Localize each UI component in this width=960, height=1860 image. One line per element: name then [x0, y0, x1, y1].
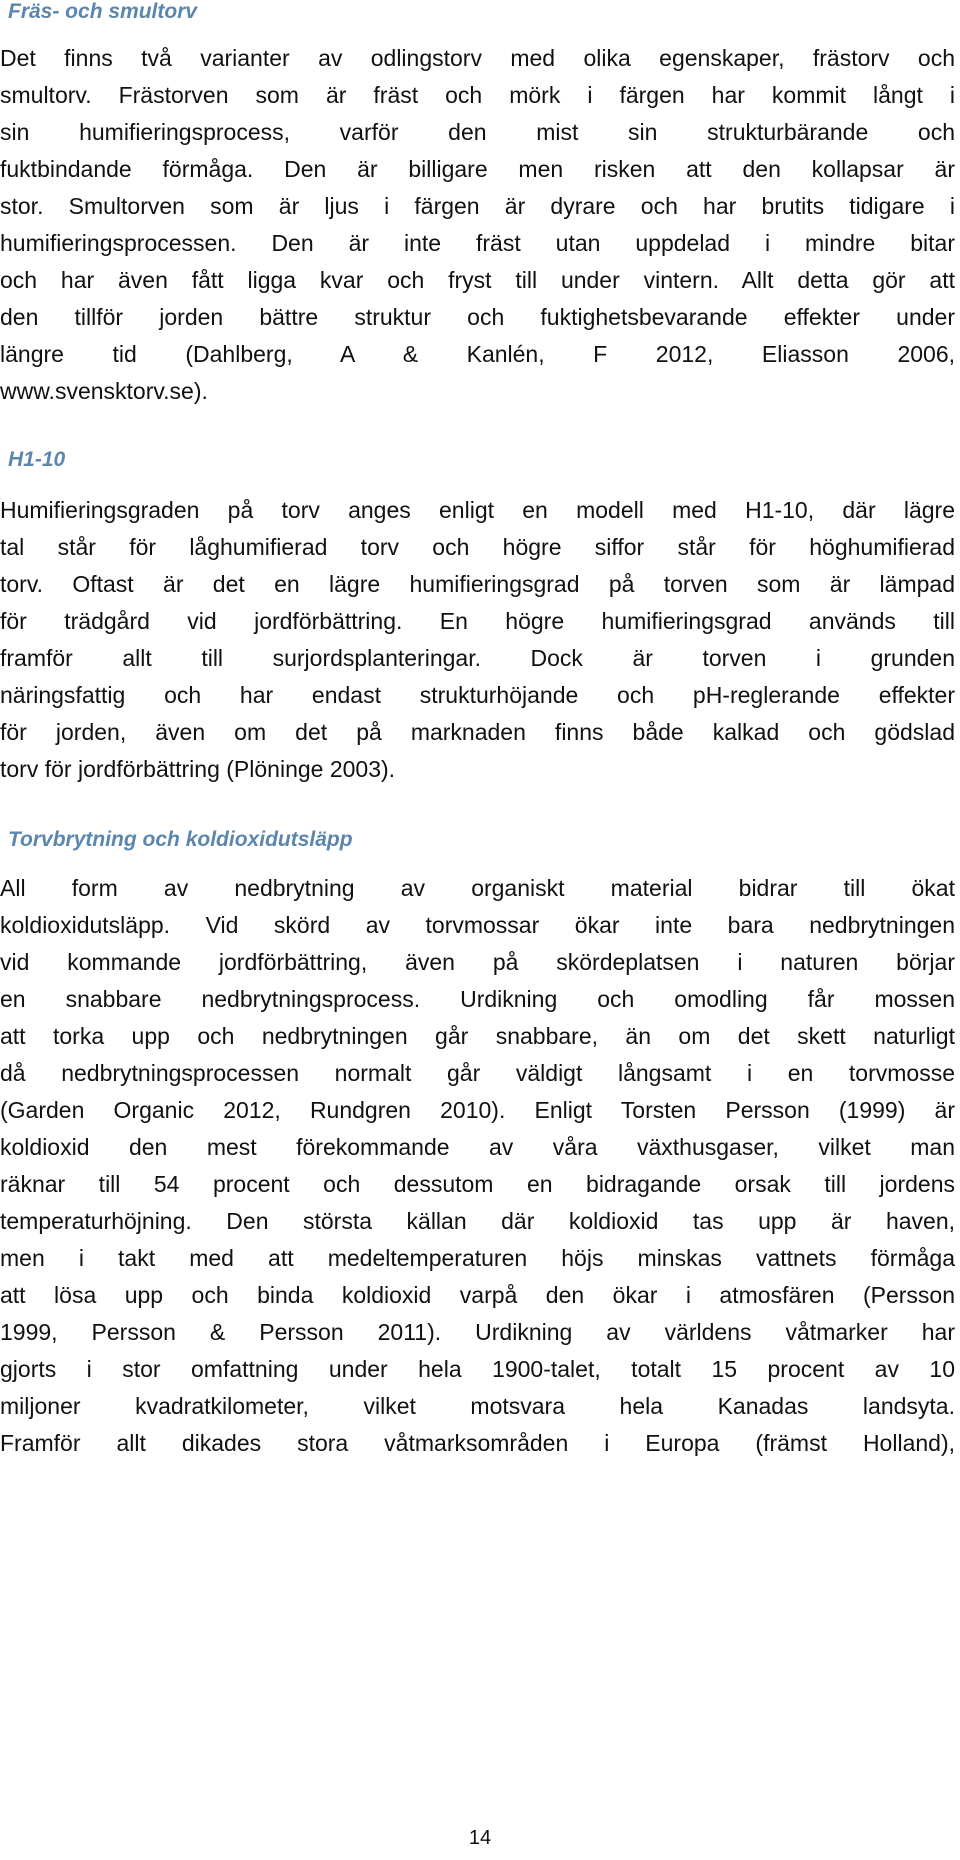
text-line: temperaturhöjning. Den största källan där koldioxid tas upp är haven,: [0, 1208, 955, 1234]
section-heading-h1-10: H1-10: [8, 448, 66, 471]
text-line: den tillför jorden bättre struktur och fuktighetsbevarande effekter under: [0, 304, 955, 330]
text-line: längre tid (Dahlberg, A & Kanlén, F 2012, Eliasson 2006,: [0, 341, 955, 367]
text-line: vid kommande jordförbättring, även på skördeplatsen i naturen börjar: [0, 949, 955, 975]
text-line: torv för jordförbättring (Plöninge 2003).: [0, 756, 396, 782]
text-line: framför allt till surjordsplanteringar. Dock är torven i grunden: [0, 645, 955, 671]
page-number: 14: [468, 1827, 492, 1849]
text-line: 1999, Persson & Persson 2011). Urdikning av världens våtmarker har: [0, 1319, 955, 1345]
text-line: en snabbare nedbrytningsprocess. Urdikning och omodling får mossen: [0, 986, 955, 1012]
paragraph-torvbrytning: [0, 870, 955, 1462]
text-line: då nedbrytningsprocessen normalt går väldigt långsamt i en torvmosse: [0, 1060, 955, 1086]
paragraph-frastorv-smultorv: [0, 40, 955, 410]
paragraph-h1-10: [0, 492, 955, 788]
text-line: Det finns två varianter av odlingstorv med olika egenskaper, frästorv och: [0, 45, 955, 71]
text-line: stor. Smultorven som är ljus i färgen är dyrare och har brutits tidigare i: [0, 193, 955, 219]
text-line: och har även fått ligga kvar och fryst till under vintern. Allt detta gör att: [0, 267, 955, 293]
text-line: att lösa upp och binda koldioxid varpå den ökar i atmosfären (Persson: [0, 1282, 955, 1308]
text-line: www.svensktorv.se).: [0, 378, 208, 404]
text-line: All form av nedbrytning av organiskt material bidrar till ökat: [0, 875, 955, 901]
text-line: Humifieringsgraden på torv anges enligt en modell med H1-10, där lägre: [0, 497, 955, 523]
text-line: för jorden, även om det på marknaden finns både kalkad och gödslad: [0, 719, 955, 745]
text-line: koldioxid den mest förekommande av våra växthusgaser, vilket man: [0, 1134, 955, 1160]
text-line: räknar till 54 procent och dessutom en bidragande orsak till jordens: [0, 1171, 955, 1197]
text-line: men i takt med att medeltemperaturen höjs minskas vattnets förmåga: [0, 1245, 955, 1271]
section-heading-frastorv-smultorv: Fräs- och smultorv: [8, 0, 198, 23]
text-line: tal står för låghumifierad torv och högre siffor står för höghumifierad: [0, 534, 955, 560]
section-heading-torvbrytning: Torvbrytning och koldioxidutsläpp: [8, 828, 353, 851]
text-line: humifieringsprocessen. Den är inte fräst utan uppdelad i mindre bitar: [0, 230, 955, 256]
text-line: miljoner kvadratkilometer, vilket motsvara hela Kanadas landsyta.: [0, 1393, 955, 1419]
text-line: för trädgård vid jordförbättring. En högre humifieringsgrad används till: [0, 608, 955, 634]
text-line: torv. Oftast är det en lägre humifieringsgrad på torven som är lämpad: [0, 571, 955, 597]
text-line: gjorts i stor omfattning under hela 1900-talet, totalt 15 procent av 10: [0, 1356, 955, 1382]
text-line: (Garden Organic 2012, Rundgren 2010). Enligt Torsten Persson (1999) är: [0, 1097, 955, 1123]
text-line: Framför allt dikades stora våtmarksområden i Europa (främst Holland),: [0, 1430, 955, 1456]
text-line: att torka upp och nedbrytningen går snabbare, än om det skett naturligt: [0, 1023, 955, 1049]
text-line: smultorv. Frästorven som är fräst och mörk i färgen har kommit långt i: [0, 82, 955, 108]
text-line: sin humifieringsprocess, varför den mist sin strukturbärande och: [0, 119, 955, 145]
text-line: koldioxidutsläpp. Vid skörd av torvmossar ökar inte bara nedbrytningen: [0, 912, 955, 938]
text-line: näringsfattig och har endast strukturhöjande och pH-reglerande effekter: [0, 682, 955, 708]
text-line: fuktbindande förmåga. Den är billigare men risken att den kollapsar är: [0, 156, 955, 182]
